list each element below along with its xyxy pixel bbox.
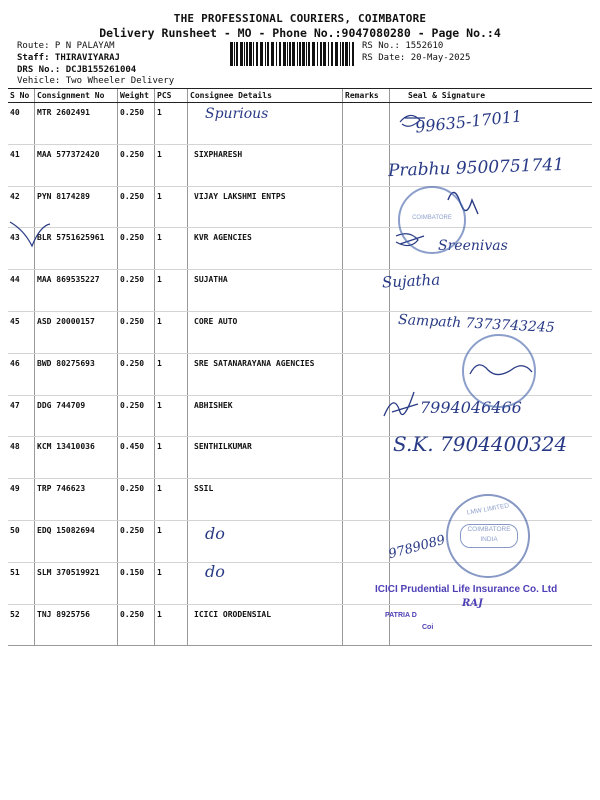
cell-consignee: SRE SATANARAYANA AGENCIES: [188, 353, 343, 395]
barcode-bar: [349, 42, 350, 66]
cell-consignee: SIXPHARESH: [188, 144, 343, 186]
cell-weight: 0.150: [118, 562, 155, 604]
cell-remarks: [343, 479, 390, 521]
cell-pcs: 1: [155, 311, 188, 353]
barcode-bar: [306, 42, 307, 66]
cell-weight: 0.250: [118, 186, 155, 228]
cell-pcs: 1: [155, 270, 188, 312]
cell-consignment: DDG 744709: [35, 395, 118, 437]
cell-consignment: KCM 13410036: [35, 437, 118, 479]
barcode-bar: [230, 42, 233, 66]
cell-consignment: BLR 5751625961: [35, 228, 118, 270]
cell-pcs: 1: [155, 437, 188, 479]
cell-remarks: [343, 604, 390, 646]
cell-consignment: MTR 2602491: [35, 103, 118, 145]
cell-seal-signature: [390, 270, 593, 312]
barcode-bar: [328, 42, 329, 66]
cell-pcs: 1: [155, 103, 188, 145]
col-header-weight: Weight: [118, 89, 155, 103]
rs-number: RS No.: 1552610: [362, 41, 444, 51]
barcode-bar: [317, 42, 318, 66]
col-header-consignment: Consignment No: [35, 89, 118, 103]
cell-consignment: SLM 370519921: [35, 562, 118, 604]
signature-45: Sampath 7373743245: [397, 311, 555, 337]
cell-remarks: [343, 353, 390, 395]
cell-seal-signature: [390, 437, 593, 479]
cell-remarks: [343, 228, 390, 270]
barcode-bar: [267, 42, 269, 66]
signature-41: Prabhu 9500751741: [387, 154, 565, 182]
barcode-image: [230, 42, 355, 66]
cell-pcs: 1: [155, 144, 188, 186]
col-header-seal-signature: Seal & Signature: [390, 89, 593, 103]
purple-stamp-line: PATRIA D: [385, 612, 417, 619]
barcode-bar: [240, 42, 243, 66]
cell-consignee: CORE AUTO: [188, 311, 343, 353]
purple-stamp-signature: RAJ: [462, 598, 483, 609]
cell-weight: 0.250: [118, 353, 155, 395]
cell-weight: 0.250: [118, 103, 155, 145]
cell-sno: 40: [8, 103, 35, 145]
barcode-bar: [265, 42, 266, 66]
table-row: [8, 437, 592, 479]
cell-consignee: [188, 103, 343, 145]
cell-consignment: MAA 577372420: [35, 144, 118, 186]
table-row: [8, 103, 592, 145]
barcode-bar: [308, 42, 310, 66]
col-header-pcs: PCS: [155, 89, 188, 103]
runsheet-subtitle: Delivery Runsheet - MO - Phone No.:9047080280 - Page No.:4: [99, 26, 501, 40]
cell-seal-signature: [390, 103, 593, 145]
signature-50: 9789089: [387, 532, 447, 563]
barcode-bar: [260, 42, 263, 66]
cell-weight: 0.250: [118, 144, 155, 186]
cell-remarks: [343, 395, 390, 437]
signature-40: 99635-17011: [414, 106, 523, 137]
cell-pcs: 1: [155, 395, 188, 437]
staff-label: Staff: THIRAVIYARAJ: [17, 53, 120, 63]
barcode-bar: [244, 42, 245, 66]
cell-remarks: [343, 103, 390, 145]
barcode-bar: [256, 42, 258, 66]
cell-sno: 50: [8, 520, 35, 562]
cell-pcs: 1: [155, 604, 188, 646]
cell-weight: 0.250: [118, 270, 155, 312]
cell-weight: 0.250: [118, 395, 155, 437]
barcode-bar: [276, 42, 277, 66]
seal-stamp-lmw-text: COIMBATORE INDIA: [460, 524, 518, 548]
barcode-bar: [302, 42, 305, 66]
seal-stamp-lmw: [446, 494, 530, 578]
barcode-bar: [283, 42, 286, 66]
cell-consignee: [188, 520, 343, 562]
cell-pcs: 1: [155, 520, 188, 562]
cell-sno: 42: [8, 186, 35, 228]
signature-43: Sreenivas: [438, 238, 508, 254]
cell-sno: 48: [8, 437, 35, 479]
barcode-bar: [331, 42, 333, 66]
barcode-bar: [323, 42, 326, 66]
signature-44: Sujatha: [381, 270, 441, 292]
cell-weight: 0.250: [118, 311, 155, 353]
table-row: [8, 270, 592, 312]
barcode-bar: [352, 42, 354, 66]
cell-sno: 41: [8, 144, 35, 186]
cell-consignee: ABHISHEK: [188, 395, 343, 437]
barcode-bar: [236, 42, 238, 66]
table-row: [8, 228, 592, 270]
cell-remarks: [343, 311, 390, 353]
table-header-row: [8, 89, 592, 103]
signature-47: 7994046466: [420, 398, 522, 417]
barcode-bar: [299, 42, 301, 66]
barcode-bar: [340, 42, 341, 66]
barcode-bar: [342, 42, 344, 66]
cell-pcs: 1: [155, 562, 188, 604]
cell-weight: 0.250: [118, 604, 155, 646]
cell-consignee: KVR AGENCIES: [188, 228, 343, 270]
cell-remarks: [343, 437, 390, 479]
barcode-bar: [279, 42, 281, 66]
cell-sno: 46: [8, 353, 35, 395]
rs-date: RS Date: 20-May-2025: [362, 53, 471, 63]
cell-pcs: 1: [155, 353, 188, 395]
cell-weight: 0.250: [118, 228, 155, 270]
handwritten-consignee-51: do: [205, 562, 225, 581]
seal-stamp-row46: [462, 334, 536, 408]
barcode-bar: [271, 42, 274, 66]
cell-consignment: EDQ 15082694: [35, 520, 118, 562]
cell-sno: 44: [8, 270, 35, 312]
barcode-bar: [292, 42, 295, 66]
seal-stamp-lmw-top-text: LMW LIMITED: [466, 502, 510, 517]
drs-number: DRS No.: DCJB155261004: [17, 65, 137, 75]
page-title: THE PROFESSIONAL COURIERS, COIMBATORE: [173, 12, 427, 25]
barcode-bar: [320, 42, 322, 66]
cell-consignee: ICICI ORODENSIAL: [188, 604, 343, 646]
barcode-bar: [297, 42, 298, 66]
cell-sno: 49: [8, 479, 35, 521]
cell-consignment: MAA 869535227: [35, 270, 118, 312]
cell-consignee: SSIL: [188, 479, 343, 521]
cell-pcs: 1: [155, 228, 188, 270]
cell-consignment: PYN 8174289: [35, 186, 118, 228]
cell-weight: 0.250: [118, 520, 155, 562]
barcode-bar: [249, 42, 252, 66]
barcode-bar: [253, 42, 254, 66]
cell-consignee: SENTHILKUMAR: [188, 437, 343, 479]
table-row: [8, 604, 592, 646]
cell-sno: 52: [8, 604, 35, 646]
cell-consignment: TNJ 8925756: [35, 604, 118, 646]
cell-consignment: ASD 20000157: [35, 311, 118, 353]
purple-stamp-line-2: Coi: [422, 624, 434, 631]
seal-stamp-text: COIMBATORE: [412, 215, 452, 221]
cell-remarks: [343, 144, 390, 186]
barcode-bar: [287, 42, 288, 66]
handwritten-consignee-50: do: [205, 524, 225, 543]
route-label: Route: P N PALAYAM: [17, 41, 115, 51]
barcode-bar: [234, 42, 235, 66]
barcode-bar: [312, 42, 315, 66]
barcode-bar: [289, 42, 291, 66]
cell-weight: 0.250: [118, 479, 155, 521]
cell-pcs: 1: [155, 479, 188, 521]
table-row: [8, 186, 592, 228]
vehicle-label: Vehicle: Two Wheeler Delivery: [17, 76, 175, 86]
cell-sno: 43: [8, 228, 35, 270]
cell-remarks: [343, 520, 390, 562]
col-header-remarks: Remarks: [343, 89, 390, 103]
barcode-bar: [335, 42, 338, 66]
cell-consignment: BWD 80275693: [35, 353, 118, 395]
table-row: [8, 144, 592, 186]
cell-weight: 0.450: [118, 437, 155, 479]
cell-sno: 45: [8, 311, 35, 353]
barcode-bar: [345, 42, 348, 66]
cell-seal-signature: [390, 604, 593, 646]
cell-consignee: SUJATHA: [188, 270, 343, 312]
cell-consignee: VIJAY LAKSHMI ENTPS: [188, 186, 343, 228]
cell-consignee: [188, 562, 343, 604]
col-header-sno: S No: [8, 89, 35, 103]
signature-48: S.K. 7904400324: [393, 432, 568, 456]
cell-remarks: [343, 186, 390, 228]
handwritten-consignee-40: Spurious: [205, 106, 269, 122]
seal-stamp-row42: [398, 186, 466, 254]
cell-pcs: 1: [155, 186, 188, 228]
barcode-bar: [246, 42, 248, 66]
cell-remarks: [343, 270, 390, 312]
cell-seal-signature: [387, 144, 593, 186]
cell-consignment: TRP 746623: [35, 479, 118, 521]
col-header-consignee: Consignee Details: [188, 89, 343, 103]
purple-company-stamp: ICICI Prudential Life Insurance Co. Ltd: [375, 584, 558, 595]
cell-sno: 51: [8, 562, 35, 604]
cell-sno: 47: [8, 395, 35, 437]
